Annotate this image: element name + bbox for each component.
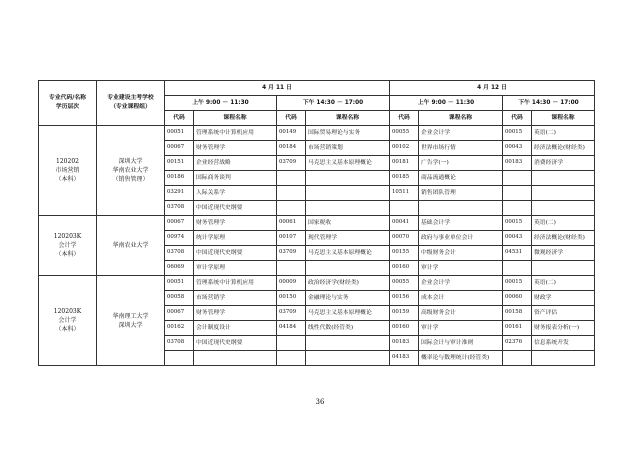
course-name bbox=[532, 351, 595, 366]
course-code bbox=[277, 261, 306, 276]
course-code: 04531 bbox=[503, 246, 532, 261]
course-name: 财务管理学 bbox=[194, 216, 277, 231]
course-name bbox=[194, 351, 277, 366]
day1-header: 4 月 11 日 bbox=[165, 81, 390, 96]
major-code: 120203K bbox=[53, 308, 82, 315]
course-code bbox=[503, 351, 532, 366]
code-header: 代码 bbox=[165, 111, 194, 126]
course-code: 03708 bbox=[165, 201, 194, 216]
course-code bbox=[277, 336, 306, 351]
course-name: 马克思主义基本原理概论 bbox=[306, 246, 390, 261]
course-name: 财务管理学 bbox=[194, 306, 277, 321]
course-name: 政府与事业单位会计 bbox=[419, 231, 503, 246]
course-code: 00060 bbox=[503, 291, 532, 306]
day1-pm-header: 下午 14:30 － 17:00 bbox=[277, 96, 390, 111]
course-code: 00150 bbox=[277, 291, 306, 306]
course-name bbox=[532, 171, 595, 186]
code-header: 代码 bbox=[277, 111, 306, 126]
course-code: 04184 bbox=[277, 321, 306, 336]
major-name: 市场营销 bbox=[55, 167, 80, 174]
course-name: 商品流通概论 bbox=[419, 171, 503, 186]
course-code: 00181 bbox=[390, 156, 419, 171]
course-name: 审计学原理 bbox=[194, 261, 277, 276]
course-code bbox=[277, 351, 306, 366]
course-code: 00151 bbox=[165, 156, 194, 171]
course-code: 00184 bbox=[277, 141, 306, 156]
major-level: （本科） bbox=[55, 176, 80, 183]
course-name: 统计学原理 bbox=[194, 231, 277, 246]
course-name: 信息系统开发 bbox=[532, 336, 595, 351]
course-code bbox=[165, 351, 194, 366]
school-cell bbox=[97, 276, 165, 366]
course-code: 00158 bbox=[503, 306, 532, 321]
course-code: 00160 bbox=[390, 321, 419, 336]
course-name: 现代管理学 bbox=[306, 231, 390, 246]
course-code: 00015 bbox=[503, 276, 532, 291]
course-code: 00186 bbox=[165, 171, 194, 186]
course-code: 00015 bbox=[503, 126, 532, 141]
day2-header: 4 月 12 日 bbox=[390, 81, 595, 96]
course-name: 英语(二) bbox=[532, 276, 595, 291]
course-name bbox=[306, 201, 390, 216]
course-code: 00009 bbox=[277, 276, 306, 291]
course-name: 企业会计学 bbox=[419, 126, 503, 141]
course-name: 金融理论与实务 bbox=[306, 291, 390, 306]
course-header: 课程名称 bbox=[194, 111, 277, 126]
course-code bbox=[277, 186, 306, 201]
day1-am-header: 上午 9:00 － 11:30 bbox=[165, 96, 277, 111]
major-name: 会计学 bbox=[58, 242, 77, 249]
course-name bbox=[306, 171, 390, 186]
major-level: （本科） bbox=[55, 326, 80, 333]
course-name: 财务报表分析(一) bbox=[532, 321, 595, 336]
course-name: 英语(二) bbox=[532, 216, 595, 231]
course-header: 课程名称 bbox=[306, 111, 390, 126]
course-code: 00974 bbox=[165, 231, 194, 246]
course-name: 概率论与数理统计(经管类) bbox=[419, 351, 503, 366]
course-code: 00051 bbox=[165, 276, 194, 291]
course-name: 审计学 bbox=[419, 261, 503, 276]
course-name: 国家税收 bbox=[306, 216, 390, 231]
course-code: 00067 bbox=[165, 306, 194, 321]
page-number: 36 bbox=[315, 398, 325, 406]
major-column-header: 专业代码/名称 学历层次 bbox=[39, 81, 97, 126]
course-code: 00043 bbox=[503, 231, 532, 246]
course-code: 00015 bbox=[503, 216, 532, 231]
course-code: 00155 bbox=[390, 246, 419, 261]
course-name: 经济法概论(财经类) bbox=[532, 231, 595, 246]
course-code: 10511 bbox=[390, 186, 419, 201]
course-name: 管理系统中计算机应用 bbox=[194, 126, 277, 141]
day2-am-header: 上午 9:00 － 11:30 bbox=[390, 96, 503, 111]
course-name bbox=[532, 261, 595, 276]
course-name bbox=[306, 336, 390, 351]
course-name: 会计制度设计 bbox=[194, 321, 277, 336]
course-name: 英语(二) bbox=[532, 126, 595, 141]
course-code: 03708 bbox=[165, 336, 194, 351]
school-name: 华南理工大学 bbox=[112, 312, 149, 320]
course-name: 企业会计学 bbox=[419, 276, 503, 291]
course-name bbox=[532, 186, 595, 201]
major-code: 120202 bbox=[56, 158, 79, 165]
course-name: 国际贸易理论与实务 bbox=[306, 126, 390, 141]
table-row bbox=[39, 276, 595, 291]
course-name bbox=[532, 201, 595, 216]
course-code: 00160 bbox=[390, 261, 419, 276]
school-column-header: 专业建设主考学校 （专业课程组） bbox=[97, 81, 165, 126]
course-code: 00183 bbox=[503, 156, 532, 171]
major-level: （本科） bbox=[55, 251, 80, 258]
course-name: 马克思主义基本原理概论 bbox=[306, 156, 390, 171]
course-name: 管理系统中计算机应用 bbox=[194, 276, 277, 291]
day2-pm-header: 下午 14:30 － 17:00 bbox=[503, 96, 595, 111]
course-name: 审计学 bbox=[419, 321, 503, 336]
course-name: 国际会计与审计准则 bbox=[419, 336, 503, 351]
course-code: 00156 bbox=[390, 291, 419, 306]
course-name: 市场营销学 bbox=[194, 291, 277, 306]
course-name bbox=[306, 261, 390, 276]
table-row bbox=[39, 126, 595, 141]
course-code bbox=[503, 186, 532, 201]
course-code: 03291 bbox=[165, 186, 194, 201]
course-name bbox=[306, 351, 390, 366]
course-code: 00058 bbox=[165, 291, 194, 306]
table-body bbox=[39, 126, 595, 366]
major-name: 会计学 bbox=[58, 317, 77, 324]
course-name: 基础会计学 bbox=[419, 216, 503, 231]
course-code bbox=[503, 201, 532, 216]
course-name bbox=[419, 201, 503, 216]
school-name: 深圳大学 bbox=[118, 158, 143, 165]
course-code: 00043 bbox=[503, 141, 532, 156]
code-header: 代码 bbox=[503, 111, 532, 126]
course-code: 06069 bbox=[165, 261, 194, 276]
course-name: 政治经济学(财经类) bbox=[306, 276, 390, 291]
course-name: 线性代数(经管类) bbox=[306, 321, 390, 336]
course-name: 马克思主义基本原理概论 bbox=[306, 306, 390, 321]
course-name: 高级财务会计 bbox=[419, 306, 503, 321]
course-code: 04183 bbox=[390, 351, 419, 366]
school-name: （销售管理） bbox=[112, 176, 149, 183]
course-code: 00102 bbox=[390, 141, 419, 156]
course-code: 00055 bbox=[390, 276, 419, 291]
course-code bbox=[277, 201, 306, 216]
code-header: 代码 bbox=[390, 111, 419, 126]
major-cell bbox=[39, 126, 97, 216]
course-code: 00161 bbox=[503, 321, 532, 336]
course-name: 资产评估 bbox=[532, 306, 595, 321]
course-code bbox=[277, 171, 306, 186]
course-code: 00061 bbox=[277, 216, 306, 231]
course-name: 微观经济学 bbox=[532, 246, 595, 261]
exam-schedule-table bbox=[38, 80, 595, 366]
course-code: 00107 bbox=[277, 231, 306, 246]
course-name: 经济法概论(财经类) bbox=[532, 141, 595, 156]
course-code: 00149 bbox=[277, 126, 306, 141]
course-code: 00041 bbox=[390, 216, 419, 231]
course-code: 00067 bbox=[165, 141, 194, 156]
course-name bbox=[306, 186, 390, 201]
major-cell bbox=[39, 276, 97, 366]
course-code: 00162 bbox=[165, 321, 194, 336]
course-code: 00159 bbox=[390, 306, 419, 321]
course-name: 中国近现代史纲要 bbox=[194, 201, 277, 216]
course-code: 00051 bbox=[165, 126, 194, 141]
course-code bbox=[503, 261, 532, 276]
course-code: 03708 bbox=[165, 246, 194, 261]
school-cell bbox=[97, 216, 165, 276]
course-code: 03709 bbox=[277, 246, 306, 261]
course-header: 课程名称 bbox=[532, 111, 595, 126]
course-name: 财政学 bbox=[532, 291, 595, 306]
course-code: 00183 bbox=[390, 336, 419, 351]
course-code: 00055 bbox=[390, 126, 419, 141]
table-row bbox=[39, 216, 595, 231]
course-name: 世界市场行情 bbox=[419, 141, 503, 156]
course-name: 广告学(一) bbox=[419, 156, 503, 171]
course-name: 市场营销策划 bbox=[306, 141, 390, 156]
major-cell bbox=[39, 216, 97, 276]
course-name: 成本会计 bbox=[419, 291, 503, 306]
course-code bbox=[390, 201, 419, 216]
course-code: 00185 bbox=[390, 171, 419, 186]
school-name: 华南农业大学 bbox=[112, 167, 149, 174]
course-name: 国际商务谈判 bbox=[194, 171, 277, 186]
course-name: 企业经营战略 bbox=[194, 156, 277, 171]
course-code: 00067 bbox=[165, 216, 194, 231]
course-code: 03709 bbox=[277, 156, 306, 171]
course-name: 中国近现代史纲要 bbox=[194, 336, 277, 351]
course-name: 人际关系学 bbox=[194, 186, 277, 201]
course-name: 财务管理学 bbox=[194, 141, 277, 156]
course-name: 中级财务会计 bbox=[419, 246, 503, 261]
course-name: 消费经济学 bbox=[532, 156, 595, 171]
course-code: 00070 bbox=[390, 231, 419, 246]
school-name: 华南农业大学 bbox=[112, 242, 149, 249]
course-name: 销售团队管理 bbox=[419, 186, 503, 201]
table-header bbox=[39, 81, 595, 126]
course-header: 课程名称 bbox=[419, 111, 503, 126]
major-code: 120203K bbox=[53, 233, 82, 240]
course-code: 02376 bbox=[503, 336, 532, 351]
school-name: 深圳大学 bbox=[118, 321, 143, 329]
course-code: 03709 bbox=[277, 306, 306, 321]
course-name: 中国近现代史纲要 bbox=[194, 246, 277, 261]
course-code bbox=[503, 171, 532, 186]
school-cell bbox=[97, 126, 165, 216]
